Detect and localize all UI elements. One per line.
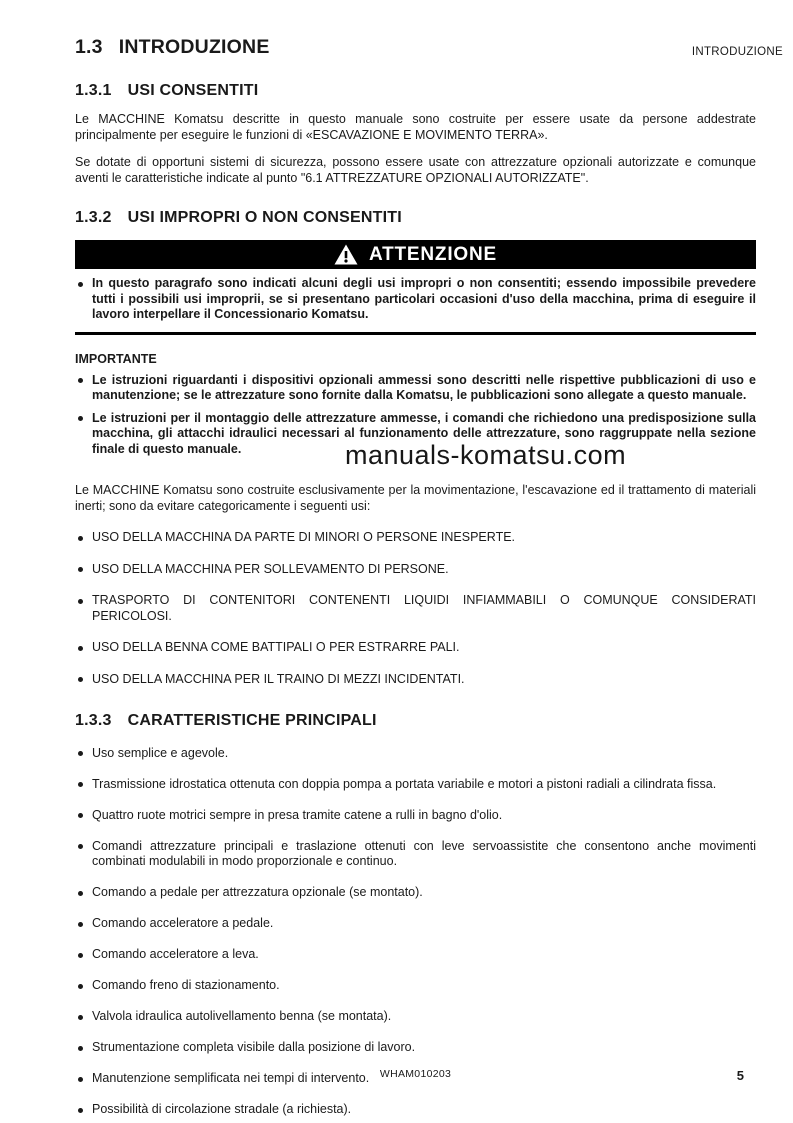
section-number: 1.3 (75, 36, 103, 58)
watermark: manuals-komatsu.com (345, 440, 627, 470)
feature-item: Uso semplice e agevole. (75, 746, 756, 762)
section-number: 1.3.3 (75, 712, 112, 729)
section-title-text: USI IMPROPRI O NON CONSENTITI (127, 209, 402, 226)
running-header: INTRODUZIONE (691, 46, 783, 58)
page-footer (75, 1068, 756, 1083)
section-title-text: CARATTERISTICHE PRINCIPALI (127, 712, 377, 729)
page-content (75, 0, 756, 1118)
section-title-text: INTRODUZIONE (118, 36, 270, 58)
feature-item: Possibilità di circolazione stradale (a richiesta). (75, 1102, 756, 1118)
feature-item: Trasmissione idrostatica ottenuta con doppia pompa a portata variabile e motori a pistoni radiali a cilindrata fissa. (75, 777, 756, 793)
feature-item: Comando acceleratore a leva. (75, 947, 756, 963)
feature-item: Comando acceleratore a pedale. (75, 916, 756, 932)
paragraph: Se dotate di opportuni sistemi di sicurezza, possono essere usate con attrezzature opzionali autorizzate e comunque aventi le caratteristiche indicate al punto "6.1 ATTREZZATURE OPZIONALI AUTORIZZATE". (75, 155, 756, 185)
section-number: 1.3.1 (75, 82, 112, 99)
section-title-1-3-1 (75, 82, 756, 100)
importante-list-item: Le istruzioni per il montaggio delle attrezzature ammesse, i comandi che richiedono una predisposizione sulla macchina, gli attacchi idraulici necessari al funzionamento delle attrezzature, sono raggruppate nella sezione finale di questo manuale. (75, 411, 756, 458)
feature-item: Comando freno di stazionamento. (75, 978, 756, 994)
footer-page-number: 5 (736, 1068, 744, 1083)
warning-banner (75, 240, 756, 269)
section-title-1-3 (75, 36, 756, 59)
forbidden-use-item: USO DELLA MACCHINA DA PARTE DI MINORI O PERSONE INESPERTE. (75, 530, 756, 546)
paragraph: Le MACCHINE Komatsu sono costruite esclusivamente per la movimentazione, l'escavazione ed il trattamento di materiali inerti; sono da evitare categoricamente i seguenti usi: (75, 483, 756, 513)
warning-list (75, 276, 756, 323)
forbidden-uses-list (75, 530, 756, 687)
feature-item: Valvola idraulica autolivellamento benna (se montata). (75, 1009, 756, 1025)
warning-title: ATTENZIONE (369, 243, 497, 265)
warning-triangle-icon (334, 244, 358, 265)
feature-item: Strumentazione completa visibile dalla posizione di lavoro. (75, 1040, 756, 1056)
footer-doc-code: WHAM010203 (379, 1068, 452, 1080)
paragraph: Le MACCHINE Komatsu descritte in questo manuale sono costruite per essere usate da persone addestrate principalmente per eseguire le funzioni di «ESCAVAZIONE E MOVIMENTO TERRA». (75, 112, 756, 142)
feature-item: Comando a pedale per attrezzatura opzionale (se montato). (75, 885, 756, 901)
section-title-text: USI CONSENTITI (127, 82, 259, 99)
warning-divider (75, 332, 756, 335)
section-number: 1.3.2 (75, 209, 112, 226)
feature-item: Comandi attrezzature principali e traslazione ottenuti con leve servoassistite che consentono anche movimenti combinati modulabili in modo proporzionale e continuo. (75, 839, 756, 870)
section-title-1-3-2 (75, 209, 756, 227)
importante-label: IMPORTANTE (75, 351, 157, 366)
feature-item: Quattro ruote motrici sempre in presa tramite catene a rulli in bagno d'olio. (75, 808, 756, 824)
warning-list-item: In questo paragrafo sono indicati alcuni degli usi impropri o non consentiti; essendo impossibile prevedere tutti i possibili usi improprii, se si presentano particolari occasioni d'uso della macchina, prima di eseguire il lavoro interpellare il Concessionario Komatsu. (75, 276, 756, 323)
importante-list-item: Le istruzioni riguardanti i dispositivi opzionali ammessi sono descritti nelle rispettive pubblicazioni di uso e manutenzione; se le attrezzature sono fornite dalla Komatsu, le pubblicazioni sono allegate a questo manuale. (75, 373, 756, 404)
section-title-1-3-3 (75, 712, 756, 730)
forbidden-use-item: TRASPORTO DI CONTENITORI CONTENENTI LIQUIDI INFIAMMABILI O COMUNQUE CONSIDERATI PERICOLOSI. (75, 593, 756, 624)
features-list (75, 746, 756, 1118)
forbidden-use-item: USO DELLA MACCHINA PER IL TRAINO DI MEZZI INCIDENTATI. (75, 672, 756, 688)
feature-item: Manutenzione semplificata nei tempi di intervento. (75, 1071, 756, 1087)
forbidden-use-item: USO DELLA BENNA COME BATTIPALI O PER ESTRARRE PALI. (75, 640, 756, 656)
forbidden-use-item: USO DELLA MACCHINA PER SOLLEVAMENTO DI PERSONE. (75, 562, 756, 578)
